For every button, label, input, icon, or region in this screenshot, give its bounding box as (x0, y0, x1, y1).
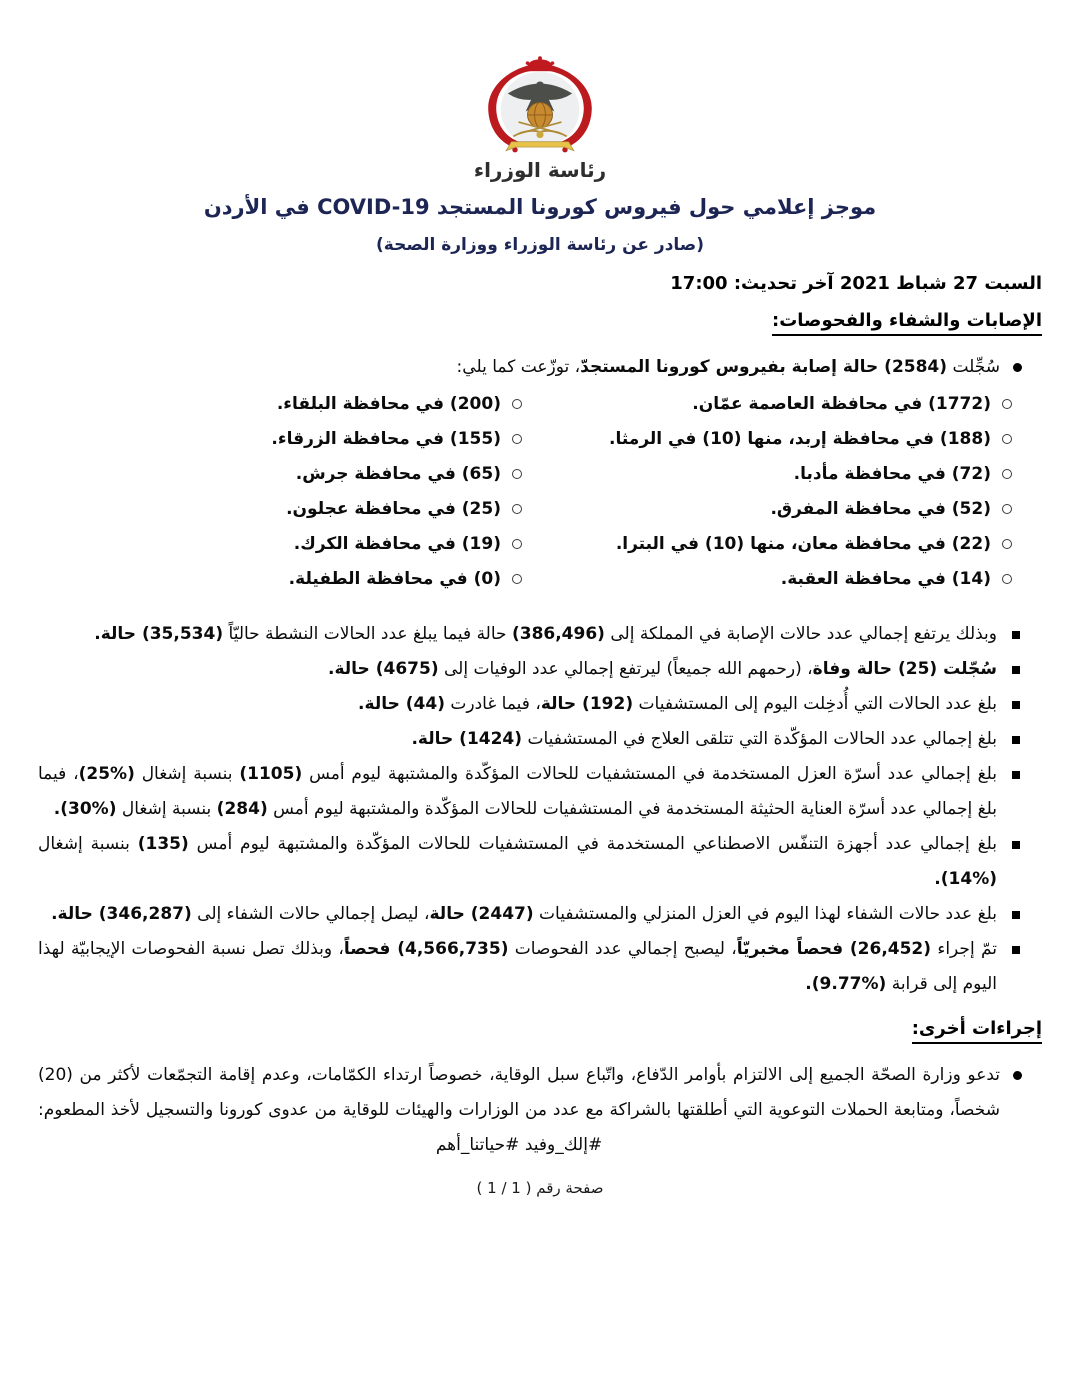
page-subtitle: (صادر عن رئاسة الوزراء ووزارة الصحة) (376, 235, 704, 255)
section-heading-infections: الإصابات والشفاء والفحوصات: (772, 310, 1042, 336)
text-segment: بنسبة إشغال (38, 834, 138, 854)
governorates-column-right (530, 389, 1042, 599)
governorate-item (530, 424, 1042, 459)
governorate-item (530, 564, 1042, 599)
text-segment: (%14). (934, 869, 997, 889)
square-bullet-icon (1012, 946, 1020, 954)
text-segment: (44) حالة. (358, 694, 445, 714)
text-segment: بلغ إجمالي عدد الحالات المؤكّدة التي تتلقى العلاج في المستشفيات (522, 729, 997, 749)
circle-bullet-icon (512, 539, 522, 549)
governorate-text: (22) في محافظة معان، منها (10) في البترا. (615, 534, 991, 554)
text-segment: تمّ إجراء (931, 939, 997, 959)
text-segment: حالة فيما يبلغ عدد الحالات النشطة حاليّاً (223, 624, 512, 644)
governorate-item (38, 494, 530, 529)
governorates-column-left (38, 389, 530, 599)
measures-bullet (38, 1058, 1042, 1163)
text-segment: (4675) حالة. (328, 659, 439, 679)
stat-bullet-item (38, 617, 1042, 652)
governorate-item (38, 459, 530, 494)
text-segment: بلغ عدد حالات الشفاء لهذا اليوم في العزل المنزلي والمستشفيات (533, 904, 997, 924)
text-segment: بلغ عدد الحالات التي أُدخِلت اليوم إلى المستشفيات (633, 694, 997, 714)
square-bullet-icon (1012, 771, 1020, 779)
page-title: موجز إعلامي حول فيروس كورونا المستجد COVID-19 في الأردن (203, 195, 877, 219)
text-segment: (26,452) فحصاً مخبريّاً (736, 939, 932, 959)
governorate-item (530, 459, 1042, 494)
governorate-item (530, 494, 1042, 529)
governorate-item (38, 529, 530, 564)
text-segment: بلغ إجمالي عدد أسرّة العزل المستخدمة في المستشفيات للحالات المؤكّدة والمشتبهة ليوم أمس (302, 764, 997, 784)
stat-bullet-item (38, 687, 1042, 722)
text-segment: سُجّلت (25) حالة وفاة (812, 659, 997, 679)
text-segment: (%9.77). (805, 974, 887, 994)
crown (526, 56, 555, 71)
circle-bullet-icon (1002, 399, 1012, 409)
text-segment: ، فيما بلغ إجمالي عدد أسرّة العناية الحثيثة المستخدمة في المستشفيات للحالات المؤكّدة والمشتبهة ليوم أمس (38, 764, 997, 819)
text-segment: (192) حالة (540, 694, 634, 714)
governorate-text: (52) في محافظة المفرق. (770, 499, 991, 519)
governorate-text: (65) في محافظة جرش. (295, 464, 501, 484)
cases-summary-paragraph (38, 350, 1000, 385)
circle-bullet-icon (512, 504, 522, 514)
prime-ministry-calligraphy: رئاسة الوزراء (473, 158, 607, 182)
text-segment: (35,534) حالة. (94, 624, 224, 644)
stats-list (38, 617, 1042, 1002)
circle-bullet-icon (1002, 434, 1012, 444)
text-segment: ، توزّعت كما يلي: (456, 357, 581, 377)
text-segment: بلغ إجمالي عدد أجهزة التنفّس الاصطناعي المستخدمة في المستشفيات للحالات المؤكّدة والمشتبهة ليوم أمس (188, 834, 998, 854)
stat-paragraph (38, 827, 997, 897)
text-segment: (346,287) حالة. (51, 904, 192, 924)
square-bullet-icon (1012, 736, 1020, 744)
text-segment: (2584) حالة إصابة بفيروس كورونا المستجدّ (580, 357, 948, 377)
stat-paragraph (38, 617, 997, 652)
stat-paragraph (38, 897, 997, 932)
circle-bullet-icon (512, 469, 522, 479)
square-bullet-icon (1012, 666, 1020, 674)
section-heading-measures: إجراءات أخرى: (912, 1018, 1042, 1044)
text-segment: بنسبة إشغال (116, 799, 217, 819)
text-segment: ، (رحمهم الله جميعاً) ليرتفع إجمالي عدد الوفيات إلى (438, 659, 813, 679)
governorate-text: (200) في محافظة البلقاء. (276, 394, 501, 414)
square-bullet-icon (1012, 701, 1020, 709)
text-segment: (135) (137, 834, 189, 854)
text-segment: (386,496) (511, 624, 605, 644)
text-segment: (%30). (53, 799, 117, 819)
circle-bullet-icon (512, 434, 522, 444)
stat-paragraph (38, 722, 997, 757)
stat-bullet-item (38, 722, 1042, 757)
text-segment: ، ليصبح إجمالي عدد الفحوصات (508, 939, 737, 959)
governorate-item (38, 389, 530, 424)
stat-bullet-item (38, 827, 1042, 897)
square-bullet-icon (1012, 841, 1020, 849)
measures-heading-row (38, 1018, 1042, 1044)
text-segment: وبذلك يرتفع إجمالي عدد حالات الإصابة في المملكة إلى (604, 624, 997, 644)
circle-bullet-icon (512, 399, 522, 409)
text-segment: تدعو وزارة الصحّة الجميع إلى الالتزام بأوامر الدّفاع، واتّباع سبل الوقاية، خصوصاً ارتداء الكمّامات، وعدم إقامة التجمّعات لأكثر من (20) شخصاً، ومتابعة الحملات التوعوية التي أطلقتها بالشراكة مع عدد من الوزارات والهيئات للوقاية من عدوى كورونا والتسجيل لأخذ المطعوم: #إلك_وفيد #حياتنا_أهم (38, 1065, 1000, 1155)
text-segment: ، فيما غادرت (444, 694, 541, 714)
cases-summary-bullet (38, 350, 1042, 385)
governorate-item (530, 529, 1042, 564)
governorates-columns (38, 389, 1042, 599)
text-segment: (1105) (239, 764, 303, 784)
measures-list (38, 1058, 1042, 1163)
square-bullet-icon (1012, 911, 1020, 919)
document-header (38, 56, 1042, 255)
governorate-text: (0) في محافظة الطفيلة. (288, 569, 501, 589)
infections-heading-row (38, 310, 1042, 336)
stat-paragraph (38, 687, 997, 722)
bullet-dot-icon (1013, 363, 1022, 372)
text-segment: بنسبة إشغال (134, 764, 240, 784)
circle-bullet-icon (1002, 504, 1012, 514)
globe (528, 102, 553, 127)
stat-bullet-item (38, 757, 1042, 827)
measures-paragraph (38, 1058, 1000, 1163)
text-segment: (%25) (78, 764, 135, 784)
stat-bullet-item (38, 932, 1042, 1002)
text-segment: (1424) حالة. (411, 729, 523, 749)
governorate-text: (72) في محافظة مأدبا. (793, 464, 991, 484)
cases-list (38, 350, 1042, 385)
governorate-text: (25) في محافظة عجلون. (286, 499, 501, 519)
text-segment: ، ليصل إجمالي حالات الشفاء إلى (191, 904, 430, 924)
date-line: السبت 27 شباط 2021 آخر تحديث: 17:00 (670, 273, 1042, 294)
governorate-item (530, 389, 1042, 424)
circle-bullet-icon (512, 574, 522, 584)
stat-paragraph (38, 652, 997, 687)
square-bullet-icon (1012, 631, 1020, 639)
governorate-text: (19) في محافظة الكرك. (293, 534, 501, 554)
stat-bullet-item (38, 897, 1042, 932)
stat-paragraph (38, 757, 997, 827)
circle-bullet-icon (1002, 574, 1012, 584)
stat-paragraph (38, 932, 997, 1002)
text-segment: (284) (216, 799, 268, 819)
circle-bullet-icon (1002, 469, 1012, 479)
stat-bullet-item (38, 652, 1042, 687)
text-segment: (4,566,735) فحصاً (343, 939, 509, 959)
governorate-item (38, 424, 530, 459)
page-number: صفحة رقم ( 1 / 1 ) (476, 1179, 604, 1197)
governorate-text: (1772) في محافظة العاصمة عمّان. (692, 394, 991, 414)
governorate-item (38, 564, 530, 599)
bullet-dot-icon (1013, 1071, 1022, 1080)
governorate-text: (14) في محافظة العقبة. (780, 569, 991, 589)
text-segment: (2447) حالة (429, 904, 534, 924)
text-segment: سُجِّلت (947, 357, 1000, 377)
jordan-coat-of-arms-icon (465, 56, 615, 156)
governorate-text: (188) في محافظة إربد، منها (10) في الرمثا. (609, 429, 991, 449)
governorate-text: (155) في محافظة الزرقاء. (271, 429, 501, 449)
text-segment: ، وبذلك تصل نسبة الفحوصات الإيجابيّة لهذا اليوم إلى قرابة (38, 939, 997, 994)
circle-bullet-icon (1002, 539, 1012, 549)
